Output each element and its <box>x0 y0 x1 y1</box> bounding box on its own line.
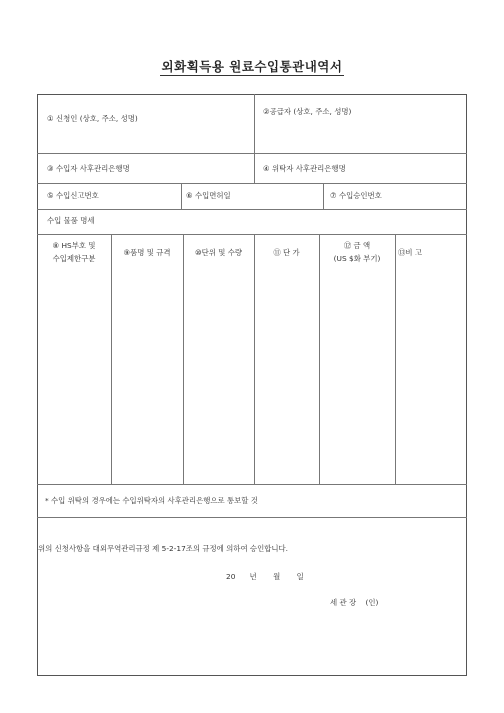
col-divider <box>395 234 396 484</box>
row-divider <box>37 209 467 210</box>
customs-signature: 세 관 장 (인) <box>330 598 379 607</box>
applicant-label: ① 신청인 (상호, 주소, 성명) <box>47 114 138 123</box>
col-unit-price: ⑪ 단 가 <box>273 248 300 257</box>
col-amount-line1: ⑫ 금 액 <box>343 241 371 250</box>
approval-statement: 위의 신청사항을 대외무역관리규정 제 5-2-17조의 규정에 의하여 승인합니다. <box>38 544 288 553</box>
col-hs-code <box>37 241 111 264</box>
consignment-note: * 수입 위탁의 경우에는 수입위탁자의 사후관리은행으로 통보할 것 <box>45 496 258 505</box>
import-report-no-label: ⑤ 수입신고번호 <box>47 191 99 200</box>
col-divider <box>254 234 255 484</box>
approval-no-label: ⑦ 수입승인번호 <box>330 191 382 200</box>
col-divider <box>183 234 184 484</box>
col-name-spec: ⑨품명 및 규격 <box>123 248 171 257</box>
row-divider <box>37 517 467 518</box>
license-date-label: ⑥ 수입면허일 <box>186 191 231 200</box>
row-divider <box>37 234 467 235</box>
form-table <box>37 94 467 676</box>
form-title: 외화획득용 원료수입통관내역서 <box>161 59 343 74</box>
col-unit-qty: ⑩단위 및 수량 <box>194 248 243 257</box>
col-hs-code-line2: 수입제한구분 <box>52 254 96 263</box>
col-amount-line2: (US $화 부기) <box>333 254 381 263</box>
col-divider <box>319 234 320 484</box>
col-amount <box>319 241 395 264</box>
row-divider <box>37 484 467 485</box>
consignor-bank-label: ④ 위탁자 사후관리은행명 <box>263 164 346 173</box>
col-hs-code-line1: ⑧ HS부호 및 <box>52 241 96 250</box>
supplier-label: ②공급자 (상호, 주소, 성명) <box>263 107 352 116</box>
row-divider <box>37 153 467 154</box>
goods-section-label: 수입 물품 명세 <box>47 216 95 225</box>
col-divider <box>323 183 324 209</box>
date-line: 20 년 월 일 <box>226 572 304 581</box>
col-divider <box>254 94 255 183</box>
row-divider <box>37 183 467 184</box>
col-divider <box>181 183 182 209</box>
col-divider <box>111 234 112 484</box>
importer-bank-label: ③ 수입자 사후관리은행명 <box>47 164 130 173</box>
col-remarks: ⑬비 고 <box>397 248 423 257</box>
